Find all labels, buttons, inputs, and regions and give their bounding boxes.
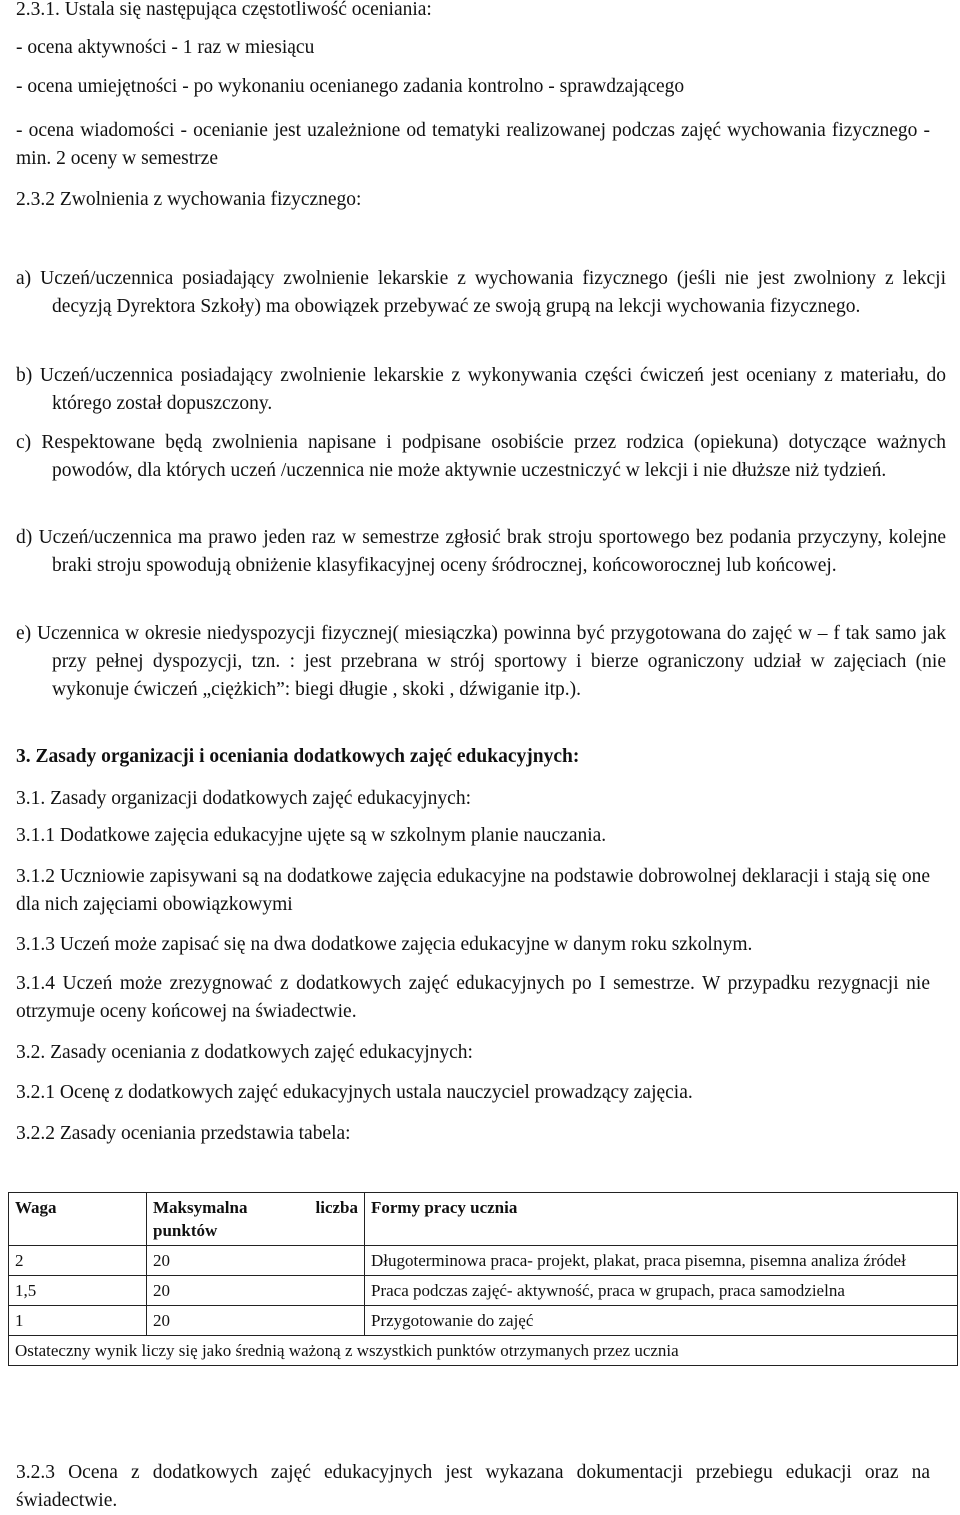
section-3-2-heading: 3.2. Zasady oceniania z dodatkowych zajęć edukacyjnych:	[16, 1042, 473, 1063]
item-text: Respektowane będą zwolnienia napisane i podpisane osobiście przez rodzica (opiekuna) dotyczące ważnych powodów, dla których uczeń /uczennica nie może aktywnie uczestniczyć w lekcji i nie dłuższe niż tydzień.	[41, 432, 946, 481]
table-footer-cell: Ostateczny wynik liczy się jako średnią ważoną z wszystkich punktów otrzymanych przez ucznia	[9, 1336, 958, 1366]
frequency-heading: 2.3.1. Ustala się następująca częstotliwość oceniania:	[16, 0, 432, 20]
item-label: b)	[16, 365, 33, 386]
section-3-2-1: 3.2.1 Ocenę z dodatkowych zajęć edukacyjnych ustala nauczyciel prowadzący zajęcia.	[16, 1082, 693, 1103]
item-label: d)	[16, 527, 33, 548]
table-row	[9, 1306, 958, 1336]
table-row	[9, 1246, 958, 1276]
section-3-1-4: 3.1.4 Uczeń może zrezygnować z dodatkowych zajęć edukacyjnych po I semestrze. W przypadku rezygnacji nie otrzymuje oceny końcowej na świadectwie.	[16, 973, 930, 1022]
item-label: e)	[16, 623, 32, 644]
table-cell: 1,5	[9, 1276, 147, 1306]
table-cell: 20	[147, 1306, 365, 1336]
exemption-item-e	[16, 620, 946, 704]
section-3-1-3: 3.1.3 Uczeń może zapisać się na dwa dodatkowe zajęcia edukacyjne w danym roku szkolnym.	[16, 934, 753, 955]
table-footer-row	[9, 1336, 958, 1366]
section-3-1-1: 3.1.1 Dodatkowe zajęcia edukacyjne ujęte są w szkolnym planie nauczania.	[16, 825, 607, 846]
exemptions-heading: 2.3.2 Zwolnienia z wychowania fizycznego:	[16, 189, 362, 210]
table-cell: Długoterminowa praca- projekt, plakat, praca pisemna, pisemna analiza źródeł	[365, 1246, 958, 1276]
table-header-cell: Formy pracy ucznia	[365, 1193, 958, 1246]
frequency-knowledge: - ocena wiadomości - ocenianie jest uzależnione od tematyki realizowanej podczas zajęć wychowania fizycznego - min. 2 oceny w semestrze	[16, 120, 930, 169]
exemption-item-c	[16, 429, 946, 485]
section-3-2-2: 3.2.2 Zasady oceniania przedstawia tabela:	[16, 1123, 351, 1144]
frequency-skills: - ocena umiejętności - po wykonaniu ocenianego zadania kontrolno - sprawdzającego	[16, 76, 685, 97]
item-label: a)	[16, 268, 32, 289]
section-3-heading: 3. Zasady organizacji i oceniania dodatkowych zajęć edukacyjnych:	[16, 746, 580, 767]
grading-table	[8, 1192, 958, 1366]
table-header-cell: Waga	[9, 1193, 147, 1246]
exemption-item-b	[16, 362, 946, 418]
item-text: Uczeń/uczennica posiadający zwolnienie lekarskie z wykonywania części ćwiczeń jest oceniany z materiału, do którego został dopuszczony.	[39, 365, 947, 414]
exemption-item-d	[16, 524, 946, 580]
item-text: Uczeń/uczennica posiadający zwolnienie lekarskie z wychowania fizycznego (jeśli nie jest zwolniony z lekcji decyzją Dyrektora Szkoły) ma obowiązek przebywać ze swoją grupą na lekcji wychowania fizycznego.	[40, 268, 946, 317]
table-cell: 2	[9, 1246, 147, 1276]
section-3-2-3: 3.2.3 Ocena z dodatkowych zajęć edukacyjnych jest wykazana dokumentacji przebiegu edukacji oraz na świadectwie.	[16, 1462, 930, 1511]
item-text: Uczennica w okresie niedyspozycji fizycznej( miesiączka) powinna być przygotowana do zajęć w – f tak samo jak przy pełnej dyspozycji, tzn. : jest przebrana w strój sportowy i bierze ograniczony udział w zajęciach (nie wykonuje ćwiczeń „ciężkich”: biegi długie , skoki , dźwiganie itp.).	[36, 623, 947, 700]
table-header-row	[9, 1193, 958, 1246]
exemption-item-a	[16, 265, 946, 321]
table-cell: Praca podczas zajęć- aktywność, praca w grupach, praca samodzielna	[365, 1276, 958, 1306]
table-cell: 20	[147, 1276, 365, 1306]
section-3-1-2: 3.1.2 Uczniowie zapisywani są na dodatkowe zajęcia edukacyjne na podstawie dobrowolnej deklaracji i stają się one dla nich zajęciami obowiązkowymi	[16, 866, 930, 915]
table-header-cell: Maksymalna liczba punktów	[147, 1193, 365, 1246]
item-text: Uczeń/uczennica ma prawo jeden raz w semestrze zgłosić brak stroju sportowego bez podania przyczyny, kolejne braki stroju spowodują obniżenie klasyfikacyjnej oceny śródrocznej, końcoworocznej lub końcowej.	[38, 527, 947, 576]
item-label: c)	[16, 432, 32, 453]
table-cell: 20	[147, 1246, 365, 1276]
table-row	[9, 1276, 958, 1306]
section-3-1-heading: 3.1. Zasady organizacji dodatkowych zajęć edukacyjnych:	[16, 788, 472, 809]
table-cell: Przygotowanie do zajęć	[365, 1306, 958, 1336]
frequency-activity: - ocena aktywności - 1 raz w miesiącu	[16, 37, 315, 58]
table-cell: 1	[9, 1306, 147, 1336]
